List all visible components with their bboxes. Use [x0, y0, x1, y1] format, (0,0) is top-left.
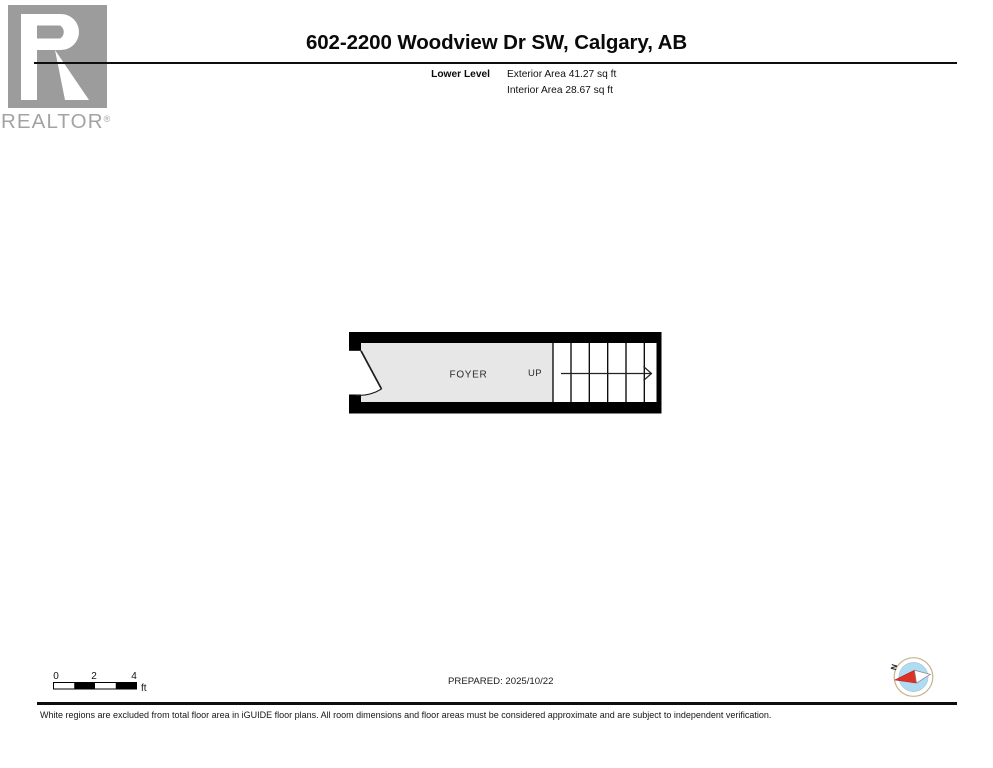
room-label-foyer: FOYER [449, 369, 488, 381]
exterior-area-text: Exterior Area 41.27 sq ft [507, 69, 617, 80]
page-title: 602-2200 Woodview Dr SW, Calgary, AB [305, 31, 688, 54]
scale-tick-2: 2 [91, 671, 97, 682]
scale-bar-segment [74, 683, 95, 690]
wall-top [349, 332, 662, 343]
scale-tick-4: 4 [131, 671, 137, 682]
scale-unit-label: ft [141, 683, 147, 694]
realtor-logo-icon [8, 5, 107, 108]
level-label: Lower Level [431, 69, 490, 80]
footer-divider [37, 702, 957, 705]
prepared-date: PREPARED: 2025/10/22 [448, 676, 554, 687]
wall-right [657, 341, 662, 403]
compass-north-label: N [889, 663, 900, 672]
registered-mark: ® [103, 114, 111, 124]
door-jamb-top [349, 342, 361, 351]
realtor-wordmark [1, 110, 110, 134]
scale-bar [45, 663, 160, 695]
header-divider [34, 62, 957, 64]
stairs-label-up: UP [528, 368, 542, 379]
compass-icon [888, 652, 940, 702]
wall-bottom [349, 402, 662, 414]
floor-plan-drawing [340, 325, 670, 420]
interior-area-text: Interior Area 28.67 sq ft [507, 85, 613, 96]
scale-tick-0: 0 [53, 671, 59, 682]
disclaimer-text: White regions are excluded from total floor area in iGUIDE floor plans. All room dimensions and floor areas must be considered approximate and are subject to independent verification. [40, 710, 772, 720]
stairs-floor [553, 343, 657, 402]
realtor-wordmark-text: REALTOR [1, 110, 104, 133]
scale-bar-segment [116, 683, 137, 690]
